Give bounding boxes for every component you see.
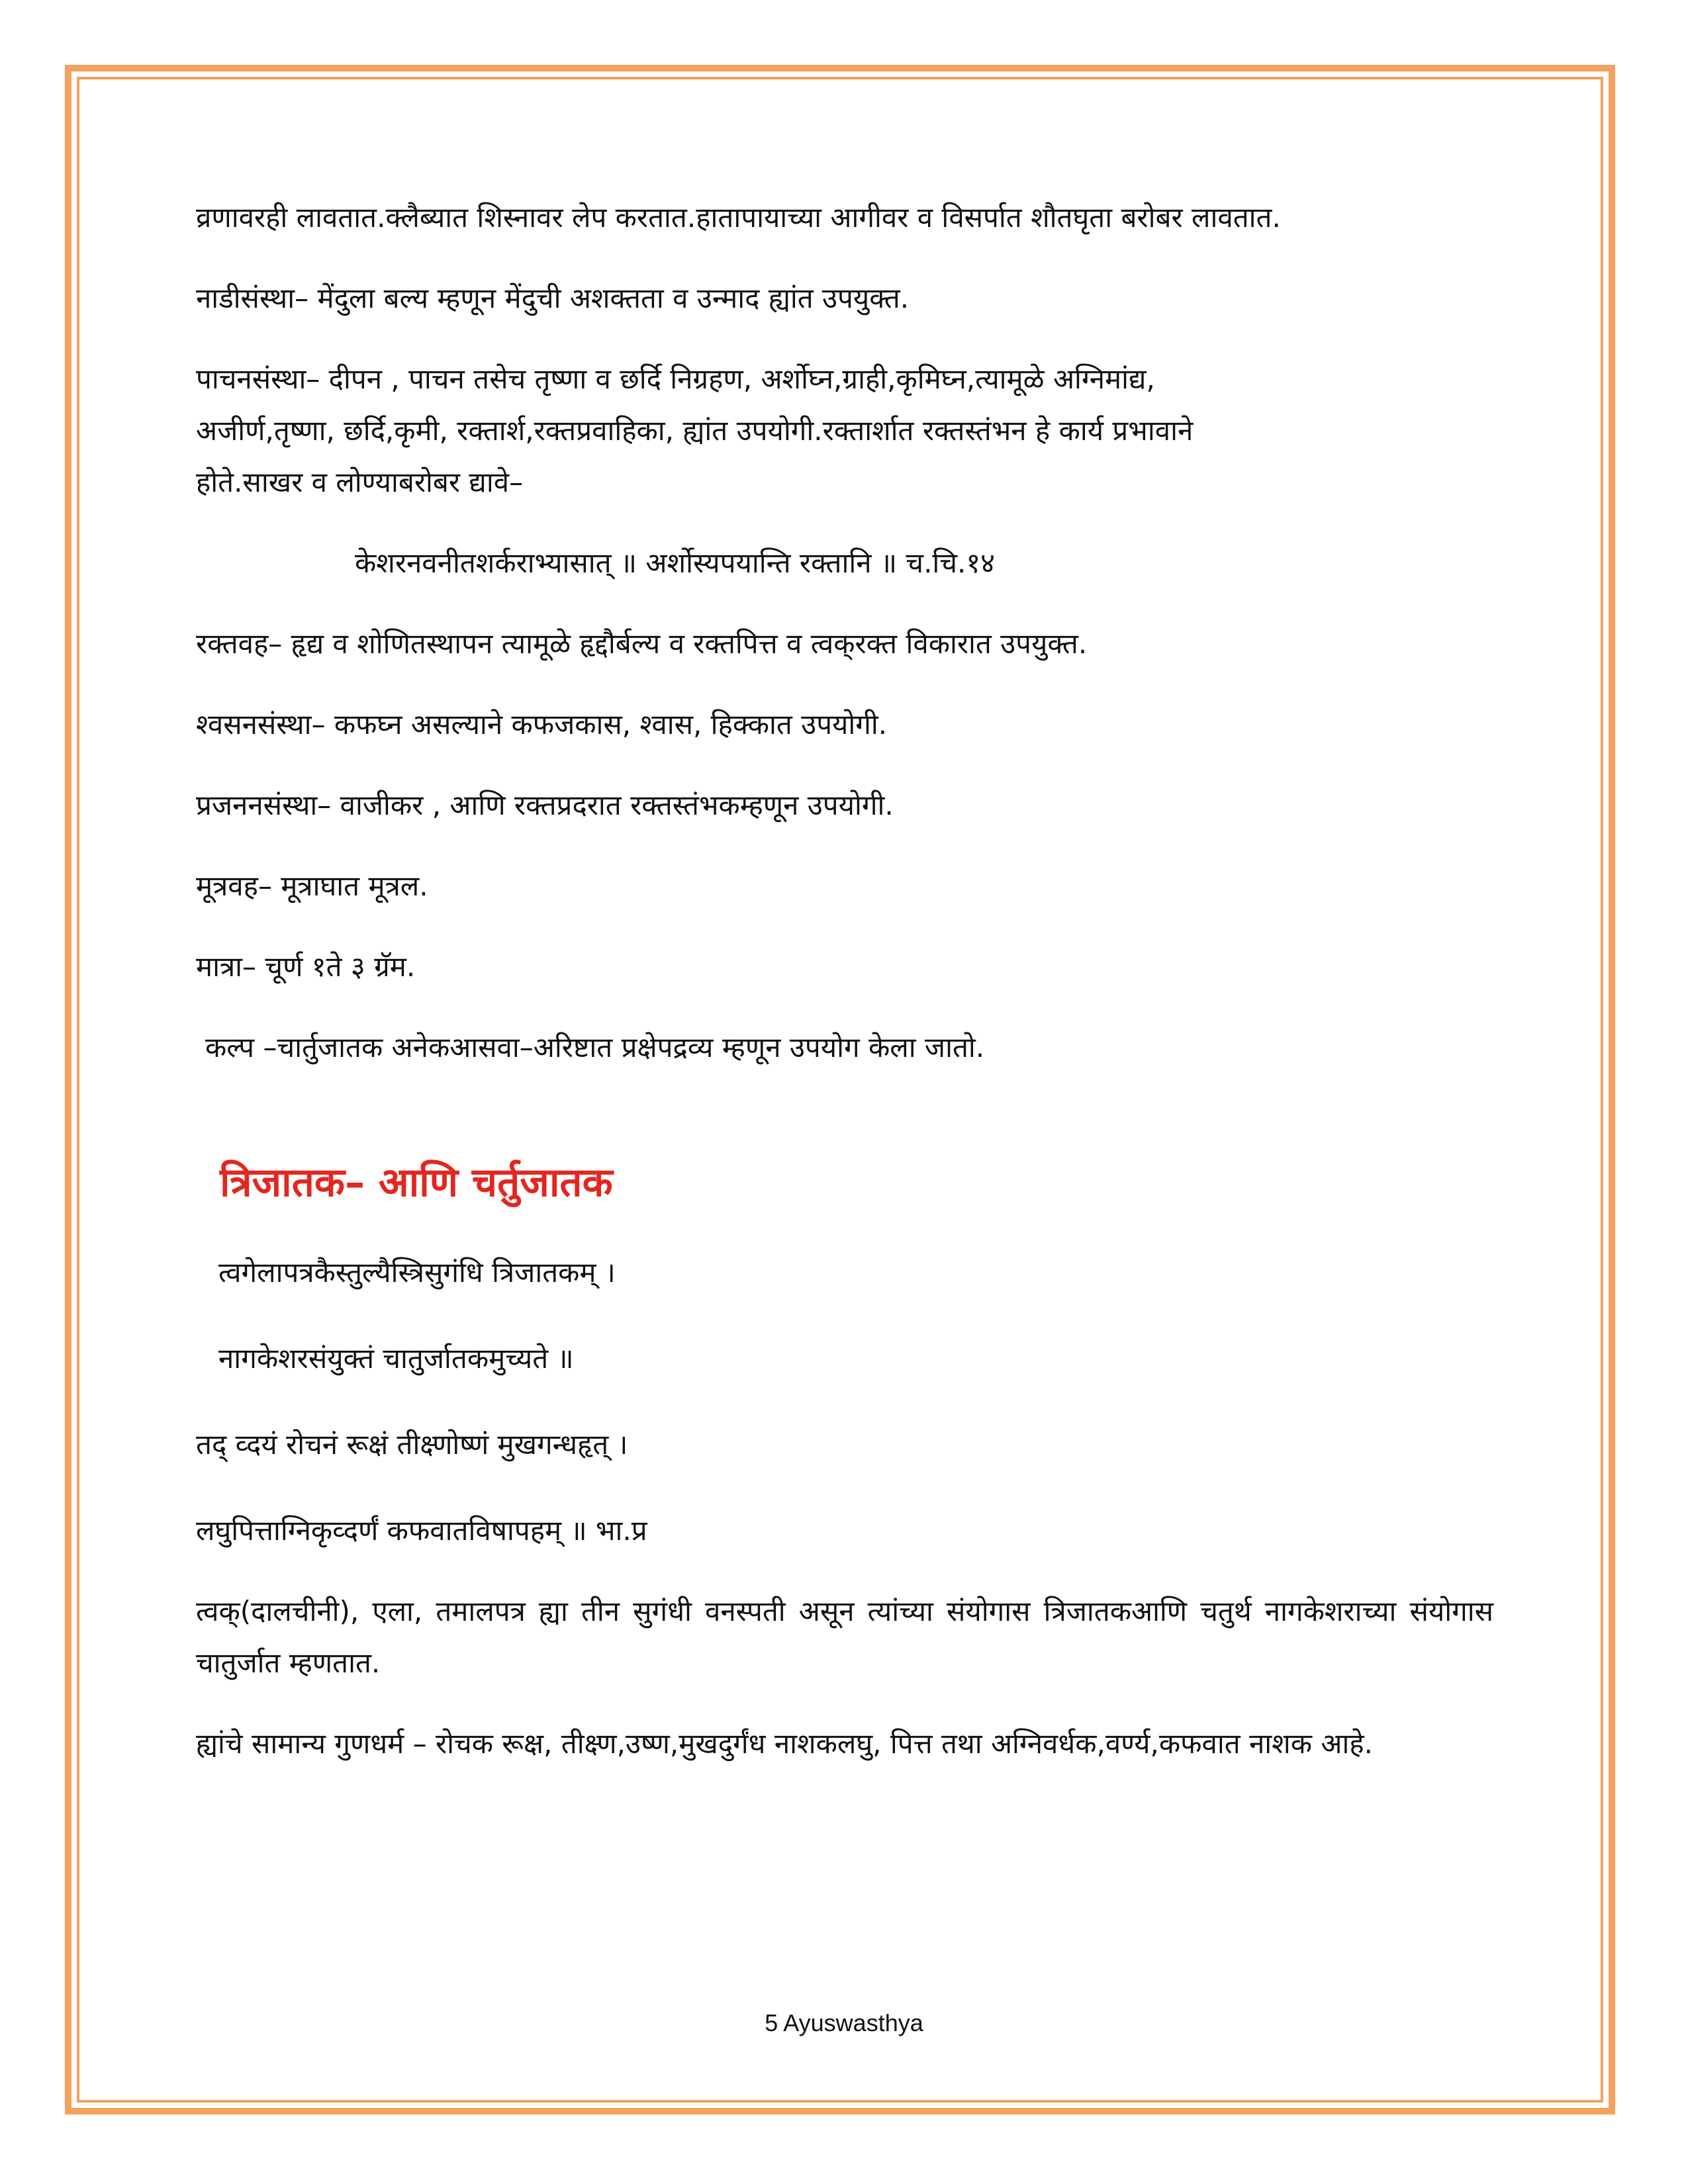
digestive-line-3: होते.साखर व लोण्याबरोबर द्यावे– xyxy=(196,466,524,498)
paragraph-respiratory: श्वसनसंस्था– कफघ्न असल्याने कफजकास, श्वास, हिक्कात उपयोगी. xyxy=(196,708,888,741)
paragraph-urinary: मूत्रवह– मूत्राघात मूत्रल. xyxy=(196,870,428,902)
verse-line-2: नागकेशरसंयुक्तं चातुर्जातकमुच्यते ॥ xyxy=(218,1342,574,1375)
page-footer: 5 Ayuswasthya xyxy=(765,2009,923,2036)
paragraph-digestive-system xyxy=(196,353,1493,508)
digestive-line-1: पाचनसंस्था– दीपन , पाचन तसेच तृष्णा व छर्दि निग्रहण, अर्शोघ्न,ग्राही,कृमिघ्न,त्यामूळे अग्निमांद्य, xyxy=(196,363,1155,395)
paragraph-formulations: कल्प –चार्तुजातक अनेकआसवा–अरिष्टात प्रक्षेपद्रव्य म्हणून उपयोग केला जातो. xyxy=(205,1031,985,1064)
paragraph-reproductive: प्रजननसंस्था– वाजीकर , आणि रक्तप्रदरात रक्तस्तंभकम्हणून उपयोगी. xyxy=(196,789,894,821)
paragraph-trijataka-definition: त्वक्(दालचीनी), एला, तमालपत्र ह्या तीन सुगंधी वनस्पती असून त्यांच्या संयोगास त्रिजातकआणि चतुर्थ नागकेशराच्या संयोगास चातुर्जात म्हणतात. xyxy=(196,1595,1493,1679)
sanskrit-quote: केशरनवनीतशर्कराभ्यासात् ॥ अर्शोस्यपयान्ति रक्तानि ॥ च.चि.१४ xyxy=(355,547,996,579)
verse-line-1: त्वगेलापत्रकैस्तुल्यैस्त्रिसुगंधि त्रिजातकम् । xyxy=(218,1256,616,1289)
page-content xyxy=(196,192,1493,1770)
paragraph-dosage: मात्रा– चूर्ण १ते ३ ग्रॅम. xyxy=(196,950,416,983)
verse-line-3: तद् व्दयं रोचनं रूक्षं तीक्ष्णोष्णं मुखगन्धहृत् । xyxy=(196,1428,628,1461)
verse-line-4: लघुपित्ताग्निकृव्दर्णं कफवातविषापहम् ॥ भा.प्र xyxy=(196,1514,647,1547)
paragraph-general-properties: ह्यांचे सामान्य गुणधर्म – रोचक रूक्ष, तीक्ष्ण,उष्ण,मुखदुर्गंध नाशकलघु, पित्त तथा अग्निवर्धक,वर्ण्य,कफवात नाशक आहे. xyxy=(196,1727,1373,1760)
digestive-line-2: अजीर्ण,तृष्णा, छर्दि,कृमी, रक्तार्श,रक्तप्रवाहिका, ह्यांत उपयोगी.रक्तार्शात रक्तस्तंभन हे कार्य प्रभावाने xyxy=(196,414,1194,447)
section-heading: त्रिजातक– आणि चर्तुजातक xyxy=(220,1160,613,1206)
paragraph-circulatory: रक्तवह– हृद्य व शोणितस्थापन त्यामूळे हृद्दौर्बल्य व रक्तपित्त व त्वक्‌रक्त विकारात उपयुक्त. xyxy=(196,627,1088,660)
paragraph-nervous-system: नाडीसंस्था– मेंदुला बल्य म्हणून मेंदुची अशक्तता व उन्माद ह्यांत उपयुक्त. xyxy=(196,282,910,314)
paragraph-wound-application: व्रणावरही लावतात.क्लैब्यात शिस्नावर लेप करतात.हातापायाच्या आगीवर व विसर्पात शौतघृता बरोबर लावतात. xyxy=(196,201,1281,234)
